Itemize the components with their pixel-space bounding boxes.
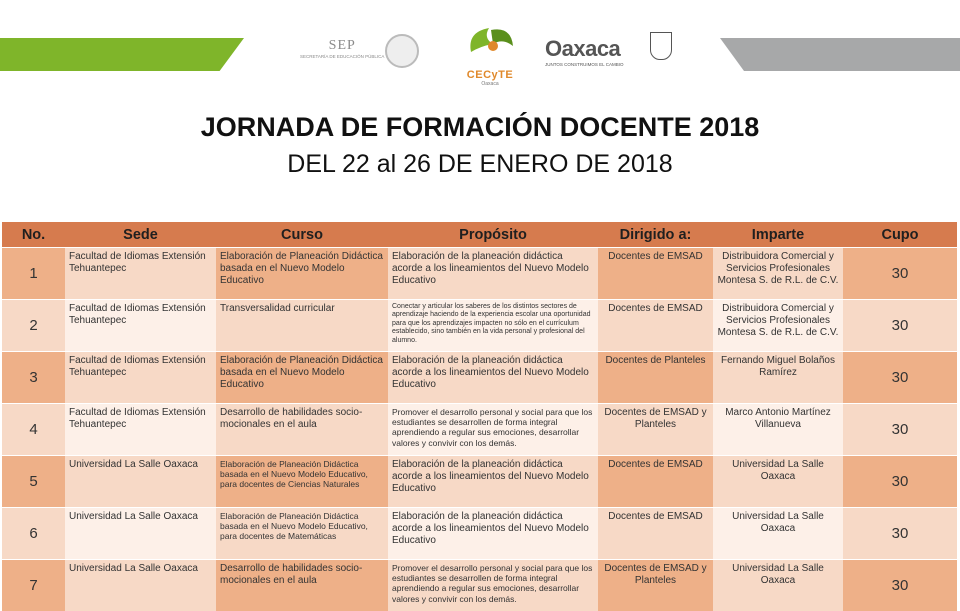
cell-proposito: Promover el desarrollo personal y social para que los estudiantes se desarrollen de forma integral aprendiendo a regular sus emociones, desarrollar valores y convivir con los demás. [388, 404, 598, 456]
cell-curso: Desarrollo de habilidades socio-mocionales en el aula [216, 404, 388, 456]
header-no: No. [2, 222, 65, 248]
green-banner-bar [0, 38, 244, 71]
cell-dirigido: Docentes de EMSAD y Planteles [598, 404, 713, 456]
cell-proposito: Elaboración de la planeación didáctica acorde a los lineamientos del Nuevo Modelo Educativo [388, 248, 598, 300]
cell-sede: Universidad La Salle Oaxaca [65, 456, 216, 508]
cecyte-logo: CECyTE Oaxaca [450, 22, 530, 87]
cell-sede: Facultad de Idiomas Extensión Tehuantepec [65, 300, 216, 352]
cell-imparte: Distribuidora Comercial y Servicios Profesionales Montesa S. de R.L. de C.V. [713, 248, 843, 300]
page-title: JORNADA DE FORMACIÓN DOCENTE 2018 [0, 112, 960, 143]
cell-no: 2 [2, 300, 65, 352]
logo-strip [290, 20, 690, 90]
cell-sede: Facultad de Idiomas Extensión Tehuantepec [65, 404, 216, 456]
cell-no: 5 [2, 456, 65, 508]
cell-sede: Facultad de Idiomas Extensión Tehuantepec [65, 248, 216, 300]
cell-imparte: Distribuidora Comercial y Servicios Profesionales Montesa S. de R.L. de C.V. [713, 300, 843, 352]
oaxaca-shield-icon [650, 32, 672, 60]
cell-cupo: 30 [843, 248, 957, 300]
cell-dirigido: Docentes de EMSAD [598, 456, 713, 508]
oaxaca-logo: Oaxaca JUNTOS CONSTRUIMOS EL CAMBIO [545, 36, 624, 67]
cell-cupo: 30 [843, 300, 957, 352]
cell-dirigido: Docentes de EMSAD y Planteles [598, 560, 713, 611]
gray-banner-bar [720, 38, 960, 71]
cell-dirigido: Docentes de Planteles [598, 352, 713, 404]
table-row [2, 248, 957, 300]
cell-dirigido: Docentes de EMSAD [598, 508, 713, 560]
cell-sede: Universidad La Salle Oaxaca [65, 560, 216, 611]
header-dirigido: Dirigido a: [598, 222, 713, 248]
cell-curso: Elaboración de Planeación Didáctica basada en el Nuevo Modelo Educativo, para docentes de Ciencias Naturales [216, 456, 388, 508]
cell-no: 1 [2, 248, 65, 300]
mexico-seal-icon [385, 34, 419, 68]
cell-imparte: Universidad La Salle Oaxaca [713, 456, 843, 508]
table-row [2, 560, 957, 611]
table-row [2, 508, 957, 560]
cell-cupo: 30 [843, 560, 957, 611]
cell-curso: Desarrollo de habilidades socio-mocionales en el aula [216, 560, 388, 611]
page-subtitle: DEL 22 al 26 DE ENERO DE 2018 [0, 150, 960, 179]
cell-proposito: Elaboración de la planeación didáctica acorde a los lineamientos del Nuevo Modelo Educativo [388, 456, 598, 508]
cecyte-leaf-icon [463, 22, 517, 64]
cell-sede: Universidad La Salle Oaxaca [65, 508, 216, 560]
sep-logo: SEP SECRETARÍA DE EDUCACIÓN PÚBLICA [300, 38, 384, 59]
cell-curso: Elaboración de Planeación Didáctica basada en el Nuevo Modelo Educativo [216, 248, 388, 300]
cell-no: 6 [2, 508, 65, 560]
cell-dirigido: Docentes de EMSAD [598, 300, 713, 352]
table-row [2, 352, 957, 404]
cell-imparte: Universidad La Salle Oaxaca [713, 560, 843, 611]
table-row [2, 300, 957, 352]
cell-curso: Elaboración de Planeación Didáctica basada en el Nuevo Modelo Educativo [216, 352, 388, 404]
table-header-row [2, 222, 957, 248]
header-curso: Curso [216, 222, 388, 248]
cell-proposito: Elaboración de la planeación didáctica acorde a los lineamientos del Nuevo Modelo Educativo [388, 352, 598, 404]
cell-imparte: Marco Antonio Martínez Villanueva [713, 404, 843, 456]
cell-cupo: 30 [843, 456, 957, 508]
header-cupo: Cupo [843, 222, 957, 248]
cell-imparte: Fernando Miguel Bolaños Ramírez [713, 352, 843, 404]
cell-no: 4 [2, 404, 65, 456]
cell-dirigido: Docentes de EMSAD [598, 248, 713, 300]
table-row [2, 456, 957, 508]
table-row [2, 404, 957, 456]
cell-curso: Elaboración de Planeación Didáctica basada en el Nuevo Modelo Educativo, para docentes de Matemáticas [216, 508, 388, 560]
header-proposito: Propósito [388, 222, 598, 248]
cell-imparte: Universidad La Salle Oaxaca [713, 508, 843, 560]
cell-curso: Transversalidad curricular [216, 300, 388, 352]
cell-sede: Facultad de Idiomas Extensión Tehuantepec [65, 352, 216, 404]
cell-proposito: Conectar y articular los saberes de los distintos sectores de aprendizaje haciendo de la experiencia escolar una oportunidad para que los aprendizajes impacten no sólo en el currículum establecido, sino también en la vida personal y profesional del alumno. [388, 300, 598, 352]
cell-proposito: Promover el desarrollo personal y social para que los estudiantes se desarrollen de forma integral aprendiendo a regular sus emociones, desarrollar valores y convivir con los demás. [388, 560, 598, 611]
cell-cupo: 30 [843, 508, 957, 560]
cell-cupo: 30 [843, 404, 957, 456]
header-sede: Sede [65, 222, 216, 248]
header-imparte: Imparte [713, 222, 843, 248]
cell-no: 7 [2, 560, 65, 611]
schedule-table [2, 222, 957, 611]
cell-proposito: Elaboración de la planeación didáctica acorde a los lineamientos del Nuevo Modelo Educativo [388, 508, 598, 560]
cell-no: 3 [2, 352, 65, 404]
cell-cupo: 30 [843, 352, 957, 404]
